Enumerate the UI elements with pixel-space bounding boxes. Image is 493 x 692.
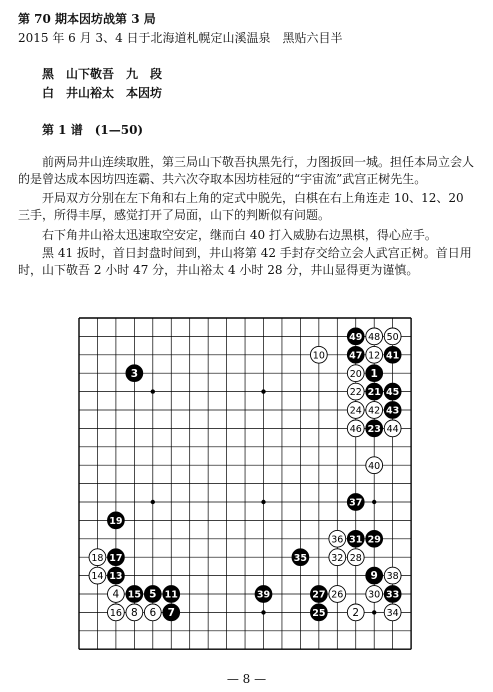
black-stone bbox=[384, 586, 401, 603]
move-number: 22 bbox=[349, 387, 362, 399]
black-stone bbox=[144, 586, 161, 603]
black-stone bbox=[366, 530, 383, 547]
move-number: 32 bbox=[331, 552, 344, 564]
white-stone bbox=[347, 604, 364, 621]
white-stone bbox=[366, 586, 383, 603]
star-point bbox=[151, 500, 155, 504]
black-player: 黑 山下敬吾 九 段 bbox=[42, 67, 163, 81]
white-stone bbox=[366, 457, 383, 474]
black-stone bbox=[126, 365, 143, 382]
move-number: 39 bbox=[256, 589, 271, 601]
black-stone bbox=[255, 586, 272, 603]
commentary-paragraph: 前两局井山连续取胜，第三局山下敬吾执黑先行，力图扳回一城。担任本局立会人的是曾达成本因坊四连霸、共六次夺取本因坊桂冠的“宇宙流”武宫正树先生。 bbox=[18, 155, 475, 186]
page-number: — 8 — bbox=[226, 672, 267, 686]
move-number: 41 bbox=[386, 350, 400, 362]
move-number: 9 bbox=[370, 570, 378, 583]
move-number: 44 bbox=[386, 424, 399, 435]
move-number: 24 bbox=[349, 405, 362, 417]
white-stone bbox=[329, 549, 346, 566]
move-number: 28 bbox=[349, 552, 362, 564]
move-number: 11 bbox=[164, 589, 178, 601]
move-number: 23 bbox=[367, 424, 381, 435]
black-stone bbox=[384, 346, 401, 363]
white-stone bbox=[126, 604, 143, 621]
commentary-paragraph: 右下角井山裕太迅速取空安定，继而白 40 打入威胁右边黑棋，得心应手。 bbox=[42, 228, 437, 242]
white-stone bbox=[384, 420, 401, 437]
commentary-paragraph: 黑 41 扳时，首日封盘时间到，井山将第 42 手封存交给立会人武宫正树。首日用时，山下敬吾 2 小时 47 分，井山裕太 4 小时 28 分，井山显得更为谨慎。 bbox=[18, 246, 472, 277]
move-number: 7 bbox=[167, 607, 175, 619]
white-stone bbox=[329, 530, 346, 547]
move-number: 19 bbox=[109, 516, 123, 527]
star-point bbox=[261, 389, 265, 393]
black-stone bbox=[108, 549, 125, 566]
move-number: 3 bbox=[130, 367, 139, 380]
white-stone bbox=[347, 402, 364, 419]
move-number: 35 bbox=[293, 552, 308, 564]
black-stone bbox=[347, 530, 364, 547]
move-number: 6 bbox=[149, 607, 157, 619]
black-stone bbox=[347, 328, 364, 345]
black-stone bbox=[384, 383, 401, 400]
black-stone bbox=[366, 420, 383, 437]
black-stone bbox=[310, 586, 327, 603]
move-number: 26 bbox=[331, 589, 344, 601]
move-number: 31 bbox=[349, 534, 363, 546]
black-stone bbox=[163, 604, 180, 621]
black-stone bbox=[292, 549, 309, 566]
white-stone bbox=[366, 328, 383, 345]
black-stone bbox=[163, 586, 180, 603]
white-stone bbox=[366, 402, 383, 419]
white-stone bbox=[347, 383, 364, 400]
star-point bbox=[151, 389, 155, 393]
move-number: 46 bbox=[349, 424, 362, 435]
white-stone bbox=[310, 346, 327, 363]
white-player: 白 井山裕太 本因坊 bbox=[42, 86, 163, 100]
move-number: 15 bbox=[127, 589, 141, 601]
move-number: 37 bbox=[349, 497, 363, 509]
black-stone bbox=[108, 567, 125, 584]
white-stone bbox=[384, 604, 401, 621]
move-number: 5 bbox=[149, 588, 157, 601]
move-number: 1 bbox=[370, 367, 378, 380]
move-number: 2 bbox=[352, 607, 360, 619]
move-number: 50 bbox=[386, 332, 399, 343]
move-number: 10 bbox=[312, 350, 325, 362]
black-stone bbox=[347, 494, 364, 511]
game-title: 第 70 期本因坊战第 3 局 bbox=[18, 12, 156, 26]
white-stone bbox=[347, 549, 364, 566]
move-number: 21 bbox=[367, 387, 381, 399]
move-number: 33 bbox=[386, 589, 400, 601]
white-stone bbox=[108, 586, 125, 603]
move-number: 49 bbox=[349, 332, 363, 343]
move-number: 27 bbox=[312, 589, 326, 601]
move-number: 42 bbox=[368, 405, 381, 417]
move-number: 13 bbox=[109, 571, 123, 583]
move-number: 34 bbox=[386, 608, 399, 619]
black-stone bbox=[310, 604, 327, 621]
move-number: 40 bbox=[368, 460, 381, 472]
white-stone bbox=[384, 328, 401, 345]
white-stone bbox=[366, 346, 383, 363]
black-stone bbox=[347, 346, 364, 363]
star-point bbox=[261, 610, 265, 614]
move-number: 25 bbox=[312, 608, 326, 619]
move-number: 29 bbox=[367, 534, 381, 546]
move-number: 18 bbox=[91, 552, 104, 564]
white-stone bbox=[89, 567, 106, 584]
move-number: 4 bbox=[112, 588, 120, 601]
white-stone bbox=[384, 567, 401, 584]
black-stone bbox=[126, 586, 143, 603]
move-number: 36 bbox=[331, 534, 344, 546]
white-stone bbox=[347, 365, 364, 382]
move-number: 20 bbox=[349, 368, 362, 380]
white-stone bbox=[144, 604, 161, 621]
section-heading: 第 1 谱 (1—50) bbox=[42, 123, 144, 137]
move-number: 43 bbox=[386, 405, 400, 417]
black-stone bbox=[366, 383, 383, 400]
star-point bbox=[372, 610, 376, 614]
commentary-paragraph: 开局双方分别在左下角和右上角的定式中脱先，白棋在右上角连走 10、12、20 三手，所得丰厚，感觉打开了局面，山下的判断似有问题。 bbox=[18, 191, 464, 222]
move-number: 38 bbox=[386, 571, 399, 583]
move-number: 47 bbox=[349, 350, 363, 362]
white-stone bbox=[89, 549, 106, 566]
white-stone bbox=[347, 420, 364, 437]
move-number: 30 bbox=[368, 589, 381, 601]
white-stone bbox=[108, 604, 125, 621]
move-number: 45 bbox=[386, 387, 400, 399]
white-stone bbox=[329, 586, 346, 603]
game-event: 2015 年 6 月 3、4 日于北海道札幌定山溪温泉 黑贴六目半 bbox=[18, 31, 343, 45]
black-stone bbox=[366, 365, 383, 382]
move-number: 12 bbox=[368, 350, 381, 362]
black-stone bbox=[384, 402, 401, 419]
black-stone bbox=[108, 512, 125, 529]
black-stone bbox=[366, 567, 383, 584]
move-number: 48 bbox=[368, 332, 381, 343]
star-point bbox=[261, 500, 265, 504]
move-number: 17 bbox=[109, 552, 123, 564]
move-number: 8 bbox=[131, 607, 138, 619]
move-number: 16 bbox=[109, 608, 122, 619]
star-point bbox=[372, 500, 376, 504]
move-number: 14 bbox=[91, 571, 104, 583]
